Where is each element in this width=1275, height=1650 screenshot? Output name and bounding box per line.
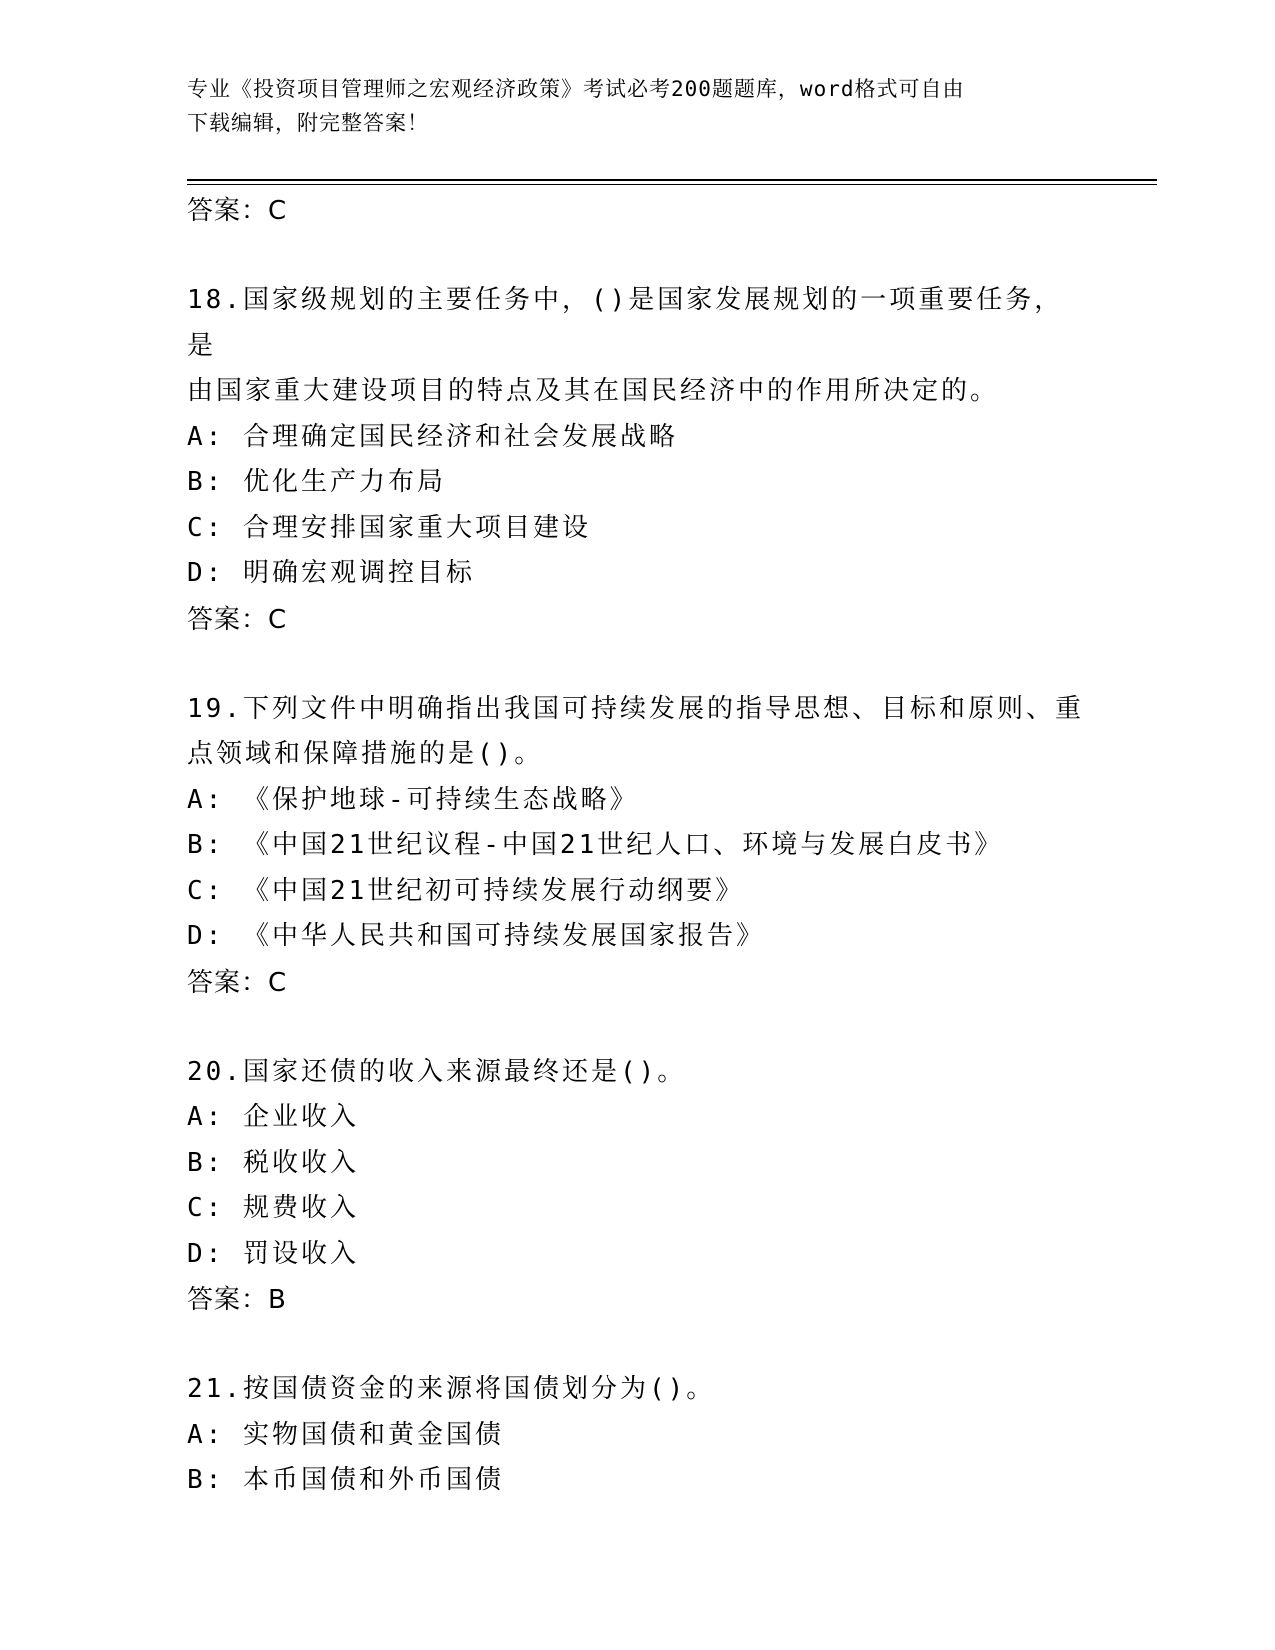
- option-b: B: 税收收入: [187, 1147, 359, 1178]
- option-a: A: 实物国债和黄金国债: [187, 1419, 504, 1450]
- answer: 答案：B: [187, 1285, 287, 1315]
- question-20: [187, 1050, 1087, 1324]
- option-b: B: 《中国21世纪议程-中国21世纪人口、环境与发展白皮书》: [187, 830, 1004, 860]
- option-c: C: 规费收入: [187, 1193, 359, 1223]
- question-stem-continued: 由国家重大建设项目的特点及其在国民经济中的作用所决定的。: [187, 376, 1000, 406]
- option-d: D: 《中华人民共和国可持续发展国家报告》: [187, 921, 765, 951]
- header-line-2: 下载编辑，附完整答案！: [187, 111, 429, 135]
- header-rule-thick: [187, 179, 1157, 181]
- option-a: A: 企业收入: [187, 1102, 359, 1132]
- question-stem: 20.国家还债的收入来源最终还是()。: [187, 1056, 687, 1087]
- option-a: A: 合理确定国民经济和社会发展战略: [187, 421, 678, 452]
- answer: 答案：C: [187, 967, 288, 998]
- document-header: [187, 72, 1087, 140]
- option-d: D: 罚设收入: [187, 1238, 359, 1269]
- option-b: B: 本币国债和外币国债: [187, 1465, 504, 1495]
- header-rule-thin: [187, 184, 1157, 185]
- question-19: [187, 687, 1087, 1006]
- previous-answer: 答案：C: [187, 196, 288, 226]
- question-stem: 19.下列文件中明确指出我国可持续发展的指导思想、目标和原则、重: [187, 693, 1084, 724]
- option-c: C: 《中国21世纪初可持续发展行动纲要》: [187, 875, 745, 906]
- question-stem: 18.国家级规划的主要任务中，()是国家发展规划的一项重要任务，是: [187, 285, 1064, 361]
- header-line-1: 专业《投资项目管理师之宏观经济政策》考试必考200题题库，word格式可自由: [187, 77, 965, 101]
- question-stem-continued: 点领域和保障措施的是()。: [187, 739, 544, 769]
- question-18: [187, 278, 1087, 643]
- question-stem: 21.按国债资金的来源将国债划分为()。: [187, 1374, 716, 1404]
- option-c: C: 合理安排国家重大项目建设: [187, 512, 591, 543]
- question-21: [187, 1367, 1087, 1504]
- answer: 答案：C: [187, 604, 288, 635]
- question-list: [187, 188, 1087, 1504]
- option-b: B: 优化生产力布局: [187, 467, 446, 497]
- option-d: D: 明确宏观调控目标: [187, 558, 475, 588]
- option-a: A: 《保护地球-可持续生态战略》: [187, 784, 639, 815]
